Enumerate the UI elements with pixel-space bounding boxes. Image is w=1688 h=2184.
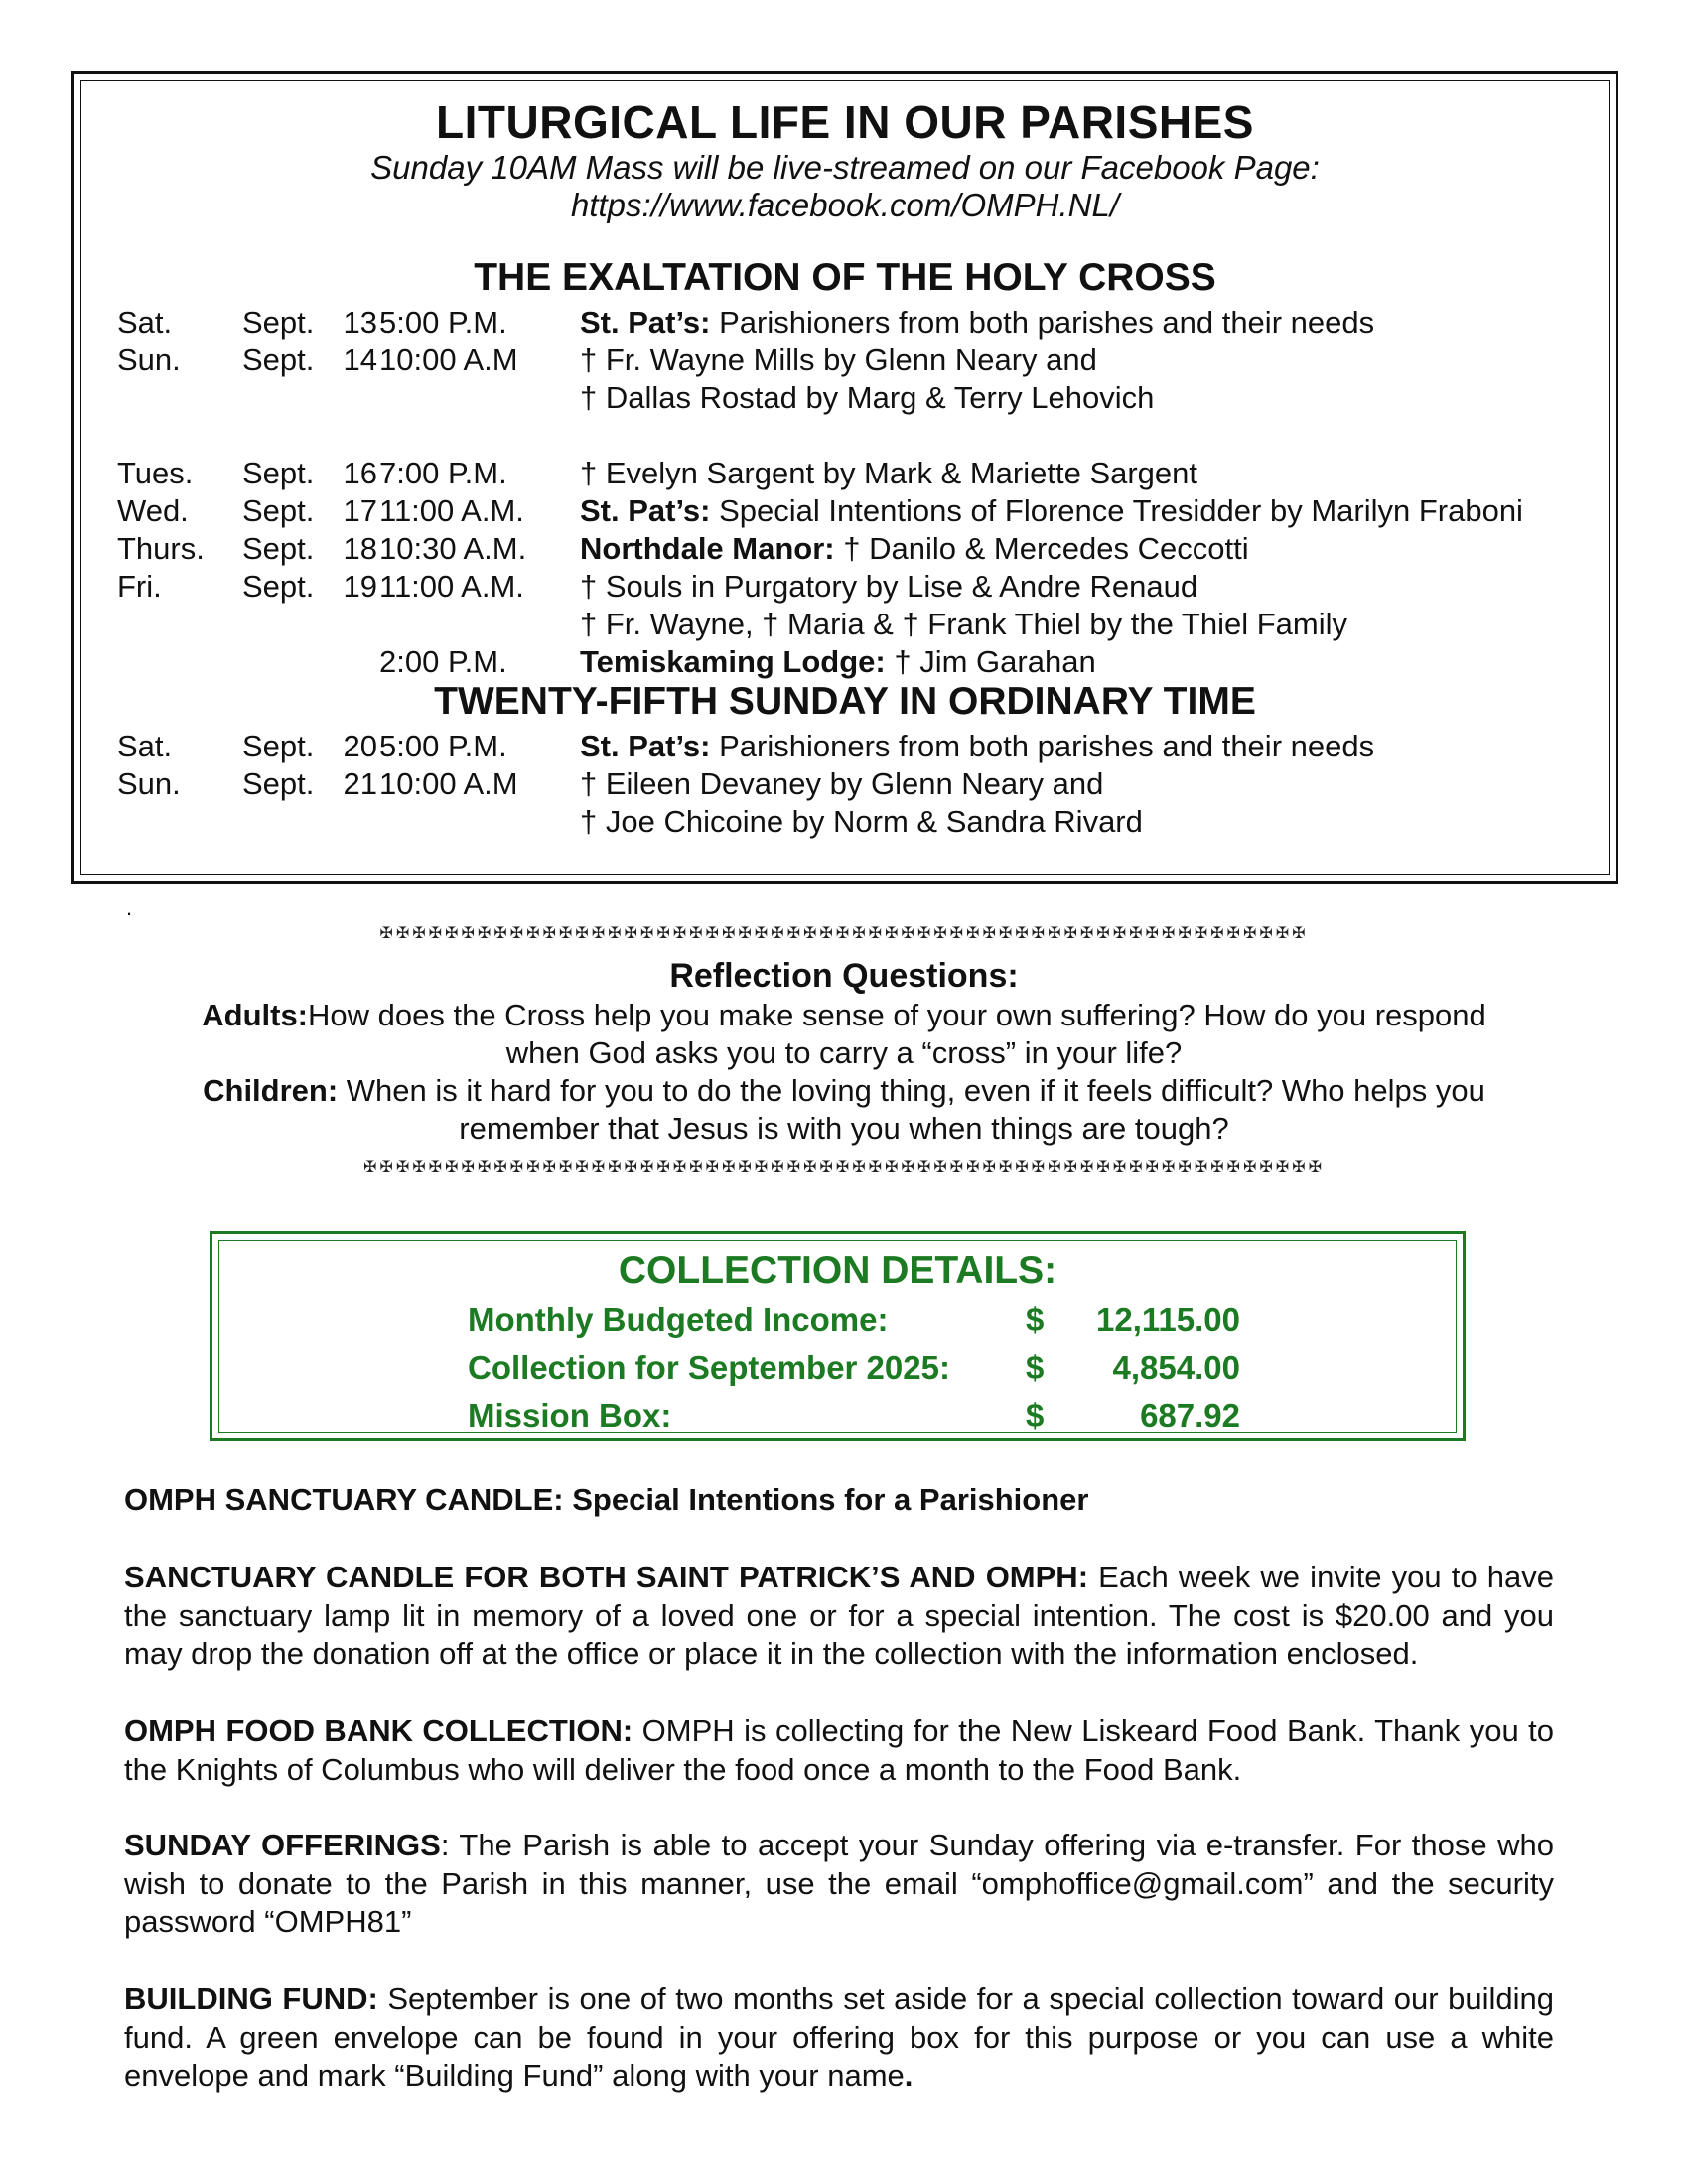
stray-dot: . <box>126 895 133 920</box>
collection-label: Collection for September 2025: <box>468 1349 950 1386</box>
mass-intention <box>580 492 1523 530</box>
mass-location: Temiskaming Lodge: <box>580 644 886 679</box>
mass-intention-text: Parishioners from both parishes and their needs <box>710 729 1375 763</box>
notice-body: : The Parish is able to accept your Sunday offering via e-transfer. For those who wish to donate to the Parish in this manner, use the email “omphoffice@gmail.com” and the security password “OMPH81” <box>124 1828 1555 1939</box>
children-label: Children: <box>203 1073 339 1108</box>
mass-date: 21 <box>343 766 377 801</box>
mass-row <box>81 492 1609 530</box>
mass-month: Sept. <box>242 493 315 528</box>
collection-amount: 12,115.00 <box>1096 1301 1240 1338</box>
notice-omph-candle-text: OMPH SANCTUARY CANDLE: Special Intentions for a Parishioner <box>124 1482 1089 1517</box>
mass-intention-text: † Fr. Wayne, † Maria & † Frank Thiel by the Thiel Family <box>580 607 1347 641</box>
mass-intention <box>580 606 1347 643</box>
liturgy-box <box>71 71 1618 884</box>
mass-date: 20 <box>343 729 377 763</box>
mass-row <box>81 728 1609 765</box>
mass-time: 2:00 P.M. <box>379 644 507 679</box>
mass-row <box>81 765 1609 803</box>
mass-row <box>81 341 1609 379</box>
mass-intention <box>580 765 1103 803</box>
mass-day: Wed. <box>117 493 189 528</box>
cross-divider-top: ✠✠✠✠✠✠✠✠✠✠✠✠✠✠✠✠✠✠✠✠✠✠✠✠✠✠✠✠✠✠✠✠✠✠✠✠✠✠✠✠✠✠✠✠✠✠✠✠✠✠✠✠✠✠✠✠✠ <box>379 925 1309 942</box>
collection-title: COLLECTION DETAILS: <box>618 1249 1057 1292</box>
notice-body: Each week we invite you to have the sanctuary lamp lit in memory of a loved one or for a special intention. The cost is $20.00 and you may drop the donation off at the office or place it in the collection with the information enclosed. <box>124 1560 1554 1671</box>
cross-divider-bottom: ✠✠✠✠✠✠✠✠✠✠✠✠✠✠✠✠✠✠✠✠✠✠✠✠✠✠✠✠✠✠✠✠✠✠✠✠✠✠✠✠✠✠✠✠✠✠✠✠✠✠✠✠✠✠✠✠✠✠✠ <box>363 1160 1325 1176</box>
mass-intention-text: † Fr. Wayne Mills by Glenn Neary and <box>580 342 1097 377</box>
collection-amount: 687.92 <box>1140 1397 1240 1433</box>
mass-intention <box>580 803 1143 841</box>
mass-month: Sept. <box>242 342 315 377</box>
mass-day: Sun. <box>117 766 181 801</box>
mass-location: Northdale Manor: <box>580 531 835 566</box>
adults-label: Adults: <box>202 998 309 1032</box>
section-heading-ordinary-time: TWENTY-FIFTH SUNDAY IN ORDINARY TIME <box>434 680 1256 723</box>
section-heading-holy-cross: THE EXALTATION OF THE HOLY CROSS <box>474 256 1216 299</box>
collection-currency: $ <box>1026 1301 1045 1338</box>
liturgy-title: LITURGICAL LIFE IN OUR PARISHES <box>436 96 1254 148</box>
collection-box <box>210 1231 1466 1441</box>
notice-heading: SANCTUARY CANDLE FOR BOTH SAINT PATRICK’S AND OMPH: <box>124 1560 1089 1594</box>
collection-box-inner <box>218 1240 1457 1433</box>
mass-month: Sept. <box>242 531 315 566</box>
mass-intention-text: † Joe Chicoine by Norm & Sandra Rivard <box>580 804 1143 839</box>
mass-row <box>81 304 1609 341</box>
mass-intention-text: † Danilo & Mercedes Ceccotti <box>834 531 1249 566</box>
mass-date: 16 <box>343 456 377 490</box>
mass-intention-text: † Souls in Purgatory by Lise & Andre Renaud <box>580 569 1198 604</box>
mass-time: 11:00 A.M. <box>379 493 524 528</box>
mass-date: 19 <box>343 569 377 604</box>
mass-row <box>81 379 1609 417</box>
collection-row-september <box>219 1346 1456 1390</box>
children-question: When is it hard for you to do the loving thing, even if it feels difficult? Who helps you <box>338 1073 1485 1108</box>
collection-label: Mission Box: <box>468 1397 672 1433</box>
mass-location: St. Pat’s: <box>580 729 711 763</box>
mass-row <box>81 803 1609 841</box>
facebook-url[interactable]: https://www.facebook.com/OMPH.NL/ <box>570 187 1120 223</box>
mass-intention <box>580 304 1374 341</box>
mass-month: Sept. <box>242 569 315 604</box>
mass-time: 10:30 A.M. <box>379 531 527 566</box>
collection-row-budget <box>219 1298 1456 1342</box>
notice-body: September is one of two months set aside for a special collection toward our building fund. A green envelope can be found in your offering box for this purpose or you can use a white envelope and mark “Building Fund” along with your name <box>124 1981 1555 2093</box>
reflection-children-line1 <box>119 1072 1569 1110</box>
mass-intention <box>580 643 1096 681</box>
mass-day: Tues. <box>117 456 194 490</box>
mass-date: 14 <box>343 342 377 377</box>
mass-time: 7:00 P.M. <box>379 456 507 490</box>
mass-day: Sat. <box>117 305 173 340</box>
mass-intention <box>580 379 1154 417</box>
mass-intention-text: † Evelyn Sargent by Mark & Mariette Sargent <box>580 456 1198 490</box>
collection-row-mission-box <box>219 1394 1456 1437</box>
collection-label: Monthly Budgeted Income: <box>468 1301 889 1338</box>
mass-intention-text: Parishioners from both parishes and their needs <box>710 305 1375 340</box>
notice-sunday-offerings <box>124 1827 1554 1942</box>
mass-month: Sept. <box>242 766 315 801</box>
mass-row <box>81 568 1609 606</box>
mass-time: 5:00 P.M. <box>379 305 507 340</box>
notice-heading: BUILDING FUND: <box>124 1981 378 2016</box>
notice-building-fund <box>124 1980 1554 2096</box>
reflection-adults-line1 <box>119 997 1569 1034</box>
mass-date: 18 <box>343 531 377 566</box>
reflection-title: Reflection Questions: <box>669 957 1019 995</box>
mass-intention-text: † Dallas Rostad by Marg & Terry Lehovich <box>580 380 1155 415</box>
mass-month: Sept. <box>242 305 315 340</box>
mass-time: 10:00 A.M <box>379 766 518 801</box>
collection-currency: $ <box>1026 1397 1045 1433</box>
mass-date: 13 <box>343 305 377 340</box>
mass-day: Thurs. <box>117 531 205 566</box>
notice-end-period: . <box>904 2058 914 2093</box>
mass-day: Sat. <box>117 729 173 763</box>
mass-intention-text: † Jim Garahan <box>885 644 1096 679</box>
mass-location: St. Pat’s: <box>580 493 711 528</box>
mass-time: 5:00 P.M. <box>379 729 507 763</box>
notice-food-bank <box>124 1712 1554 1789</box>
collection-amount: 4,854.00 <box>1112 1349 1240 1386</box>
mass-row <box>81 606 1609 643</box>
mass-intention <box>580 568 1197 606</box>
notice-heading: SUNDAY OFFERINGS <box>124 1828 441 1862</box>
notice-sanctuary-candle <box>124 1559 1554 1674</box>
mass-time: 11:00 A.M. <box>379 569 524 604</box>
mass-intention <box>580 728 1374 765</box>
mass-month: Sept. <box>242 729 315 763</box>
notice-body: OMPH is collecting for the New Liskeard Food Bank. Thank you to the Knights of Columbus who will deliver the food once a month to the Food Bank. <box>124 1713 1554 1787</box>
mass-date: 17 <box>343 493 377 528</box>
mass-row <box>81 455 1609 492</box>
mass-location: St. Pat’s: <box>580 305 711 340</box>
mass-intention-text: Special Intentions of Florence Tresidder by Marilyn Fraboni <box>710 493 1523 528</box>
notice-heading: OMPH FOOD BANK COLLECTION: <box>124 1713 633 1748</box>
mass-intention <box>580 530 1249 568</box>
mass-day: Fri. <box>117 569 162 604</box>
reflection-adults-line2: when God asks you to carry a “cross” in your life? <box>505 1035 1183 1070</box>
livestream-note: Sunday 10AM Mass will be live-streamed on our Facebook Page: <box>370 149 1320 186</box>
mass-time: 10:00 A.M <box>379 342 518 377</box>
mass-month: Sept. <box>242 456 315 490</box>
adults-question: How does the Cross help you make sense of your own suffering? How do you respond <box>308 998 1486 1032</box>
mass-row <box>81 643 1609 681</box>
mass-intention <box>580 341 1097 379</box>
notice-omph-candle <box>124 1481 1554 1520</box>
collection-currency: $ <box>1026 1349 1045 1386</box>
mass-intention <box>580 455 1197 492</box>
mass-day: Sun. <box>117 342 181 377</box>
mass-intention-text: † Eileen Devaney by Glenn Neary and <box>580 766 1104 801</box>
reflection-children-line2: remember that Jesus is with you when things are tough? <box>459 1111 1229 1146</box>
liturgy-box-inner <box>80 80 1610 875</box>
mass-row <box>81 530 1609 568</box>
